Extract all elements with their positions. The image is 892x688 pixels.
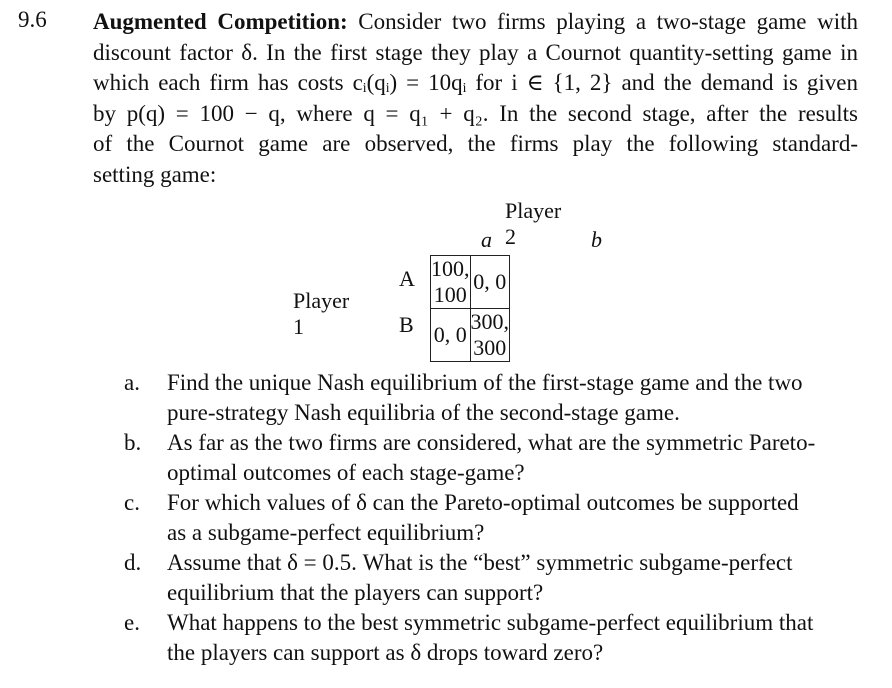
intro-line: discount factor δ. In the first stage they play a Cournot quantity-setting game in <box>93 39 858 65</box>
question-letter: d. <box>124 550 142 575</box>
intro-line: of the Cournot game are observed, the firms play the following standard- <box>93 131 858 156</box>
payoff-cell: 100, 100 <box>431 256 470 307</box>
question-line: optimal outcomes of each stage-game? <box>167 460 525 485</box>
player2-label: Player 2 <box>505 198 562 249</box>
col-strategy-a: a <box>481 227 492 252</box>
intro-line: which each firm has costs cᵢ(qᵢ) = 10qᵢ for i ∈ {1, 2} and the demand is given <box>93 70 858 95</box>
question-line: as a subgame-perfect equilibrium? <box>167 520 485 545</box>
question-line: As far as the two firms are considered, what are the symmetric Pareto- <box>167 430 816 455</box>
question-text <box>167 368 857 428</box>
question-line: For which values of δ can the Pareto-optimal outcomes be supported <box>167 490 799 515</box>
question-text <box>167 548 857 608</box>
col-strategy-b: b <box>591 227 602 252</box>
problem-title: Augmented Competition: <box>93 9 348 34</box>
question-line: equilibrium that the players can support? <box>167 580 544 605</box>
question-line: Find the unique Nash equilibrium of the first-stage game and the two <box>167 370 803 395</box>
problem-number: 9.6 <box>18 7 47 32</box>
payoff-cell: 300, 300 <box>470 309 509 360</box>
question-text <box>167 488 857 548</box>
row-strategy-B: B <box>399 312 414 337</box>
intro-line-text: Consider two firms playing a two-stage game with <box>358 9 858 34</box>
intro-line: by p(q) = 100 − q, where q = q₁ + q₂. In the second stage, after the results <box>93 100 858 126</box>
question-line: What happens to the best symmetric subgame-perfect equilibrium that <box>167 610 814 635</box>
problem-intro <box>93 7 858 190</box>
intro-line: setting game: <box>93 161 217 187</box>
question-text <box>167 428 857 488</box>
payoff-row <box>431 309 510 362</box>
intro-line <box>93 7 858 38</box>
payoff-table <box>430 255 510 362</box>
player1-label: Player 1 <box>293 288 350 339</box>
row-strategy-A: A <box>399 266 415 291</box>
question-letter: b. <box>124 430 142 455</box>
question-line: pure-strategy Nash equilibria of the second-stage game. <box>167 400 680 425</box>
payoff-cell: 0, 0 <box>431 309 471 362</box>
question-line: the players can support as δ drops toward zero? <box>167 640 604 665</box>
question-letter: c. <box>124 490 140 515</box>
question-text <box>167 608 857 668</box>
question-letter: a. <box>124 370 140 395</box>
payoff-cell: 0, 0 <box>470 256 510 309</box>
question-line: Assume that δ = 0.5. What is the “best” symmetric subgame-perfect <box>167 550 793 575</box>
payoff-row <box>431 256 510 309</box>
question-letter: e. <box>124 610 140 635</box>
